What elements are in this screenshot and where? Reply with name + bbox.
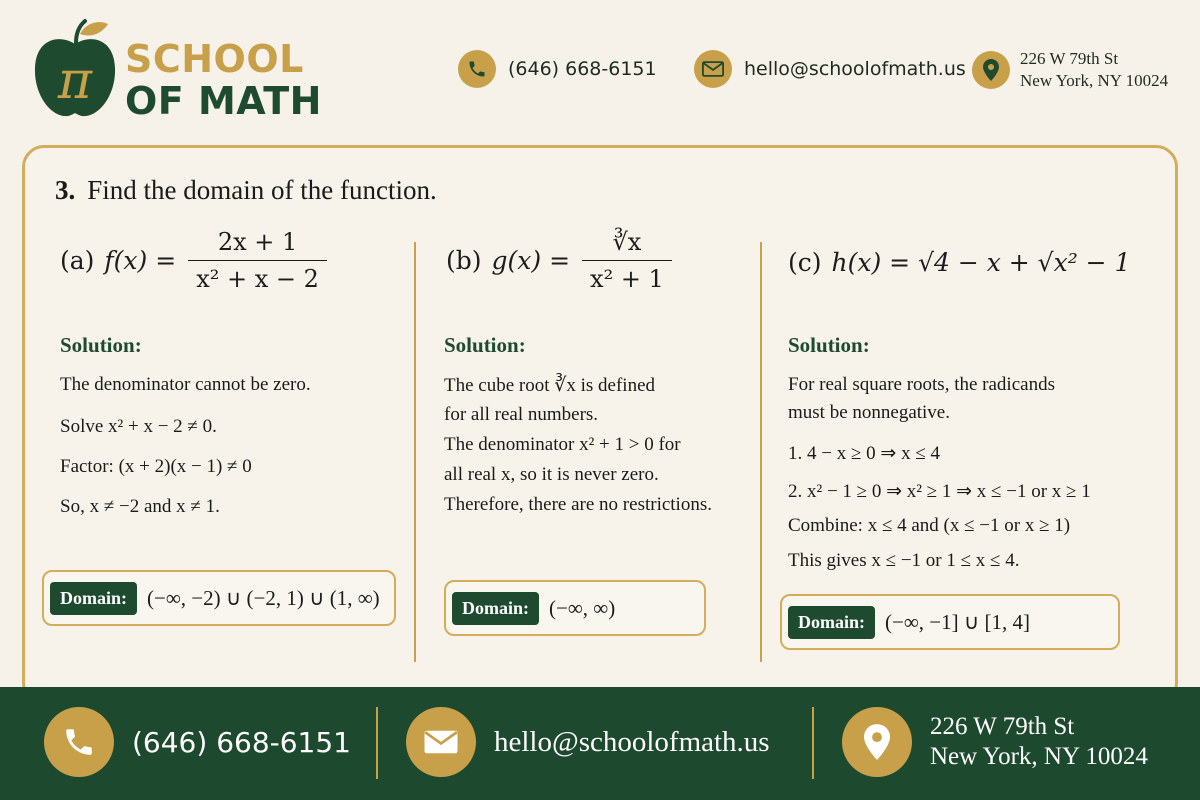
part-c-line-3: 1. 4 − x ≥ 0 ⇒ x ≤ 4 xyxy=(788,443,940,464)
domain-tag: Domain: xyxy=(788,606,875,639)
part-c-line-2: must be nonnegative. xyxy=(788,402,950,423)
part-b-line-3: The denominator x² + 1 > 0 for xyxy=(444,434,681,455)
column-divider xyxy=(760,242,762,662)
location-pin-icon xyxy=(972,51,1010,89)
part-a-domain-value: (−∞, −2) ∪ (−2, 1) ∪ (1, ∞) xyxy=(147,585,380,610)
part-a-label: (a) xyxy=(60,246,95,275)
part-b-domain-value: (−∞, ∞) xyxy=(549,595,616,620)
footer-divider xyxy=(376,707,378,779)
footer-address[interactable] xyxy=(842,707,1148,777)
address-line-1: 226 W 79th St xyxy=(930,713,1075,740)
part-a-denominator: x² + x − 2 xyxy=(188,260,327,293)
part-b-domain-box xyxy=(444,580,706,636)
problem-number: 3. xyxy=(55,175,76,205)
brand-name xyxy=(125,38,322,122)
header-address-text xyxy=(1020,48,1168,92)
header-phone-text: (646) 668-6151 xyxy=(508,58,657,80)
footer-phone[interactable] xyxy=(44,707,351,777)
svg-text:π: π xyxy=(57,51,93,111)
problem-title-text: Find the domain of the function. xyxy=(87,175,437,205)
address-line-2: New York, NY 10024 xyxy=(930,743,1148,770)
header-address[interactable] xyxy=(972,48,1168,92)
brand-line-1: SCHOOL xyxy=(125,37,304,81)
part-c-line-5: Combine: x ≤ 4 and (x ≤ −1 or x ≥ 1) xyxy=(788,515,1071,536)
part-a-line-1: The denominator cannot be zero. xyxy=(60,374,311,395)
phone-icon xyxy=(458,50,496,88)
footer-bar xyxy=(0,687,1200,800)
part-a-function xyxy=(60,228,327,293)
part-b-line-2: for all real numbers. xyxy=(444,404,599,425)
part-a-solution-heading: Solution: xyxy=(60,333,142,357)
part-c-line-1: For real square roots, the radicands xyxy=(788,374,1055,395)
address-line-2: New York, NY 10024 xyxy=(1020,71,1169,90)
domain-tag: Domain: xyxy=(452,592,539,625)
header-email[interactable] xyxy=(694,50,966,88)
part-b-fraction xyxy=(582,228,672,293)
footer-email[interactable] xyxy=(406,707,770,777)
part-a-fn-name: f(x) = xyxy=(104,246,177,275)
part-a-domain-box xyxy=(42,570,396,626)
mail-icon xyxy=(406,707,476,777)
header-email-text: hello@schoolofmath.us xyxy=(744,58,966,80)
school-logo[interactable] xyxy=(30,16,330,126)
part-c-domain-value: (−∞, −1] ∪ [1, 4] xyxy=(885,609,1031,634)
part-c-line-4: 2. x² − 1 ≥ 0 ⇒ x² ≥ 1 ⇒ x ≤ −1 or x ≥ 1 xyxy=(788,481,1091,502)
address-line-1: 226 W 79th St xyxy=(1020,49,1119,68)
location-pin-icon xyxy=(842,707,912,777)
part-a-fraction xyxy=(188,228,327,293)
part-b-label: (b) xyxy=(446,246,482,275)
part-b-function xyxy=(446,228,672,293)
part-c-fn: h(x) = √4 − x + √x² − 1 xyxy=(831,248,1131,277)
part-b-line-5: Therefore, there are no restrictions. xyxy=(444,494,712,515)
part-b-denominator: x² + 1 xyxy=(582,260,672,293)
header-phone[interactable] xyxy=(458,50,657,88)
part-c-line-6: This gives x ≤ −1 or 1 ≤ x ≤ 4. xyxy=(788,550,1020,571)
part-b-line-4: all real x, so it is never zero. xyxy=(444,464,659,485)
domain-tag: Domain: xyxy=(50,582,137,615)
part-b-fn-name: g(x) = xyxy=(491,246,571,275)
footer-phone-text: (646) 668-6151 xyxy=(132,725,351,759)
part-c-function xyxy=(788,248,1130,277)
part-c-domain-box xyxy=(780,594,1120,650)
mail-icon xyxy=(694,50,732,88)
footer-divider xyxy=(812,707,814,779)
part-a-line-4: So, x ≠ −2 and x ≠ 1. xyxy=(60,496,220,517)
brand-line-2: OF MATH xyxy=(125,79,322,123)
part-a-line-2: Solve x² + x − 2 ≠ 0. xyxy=(60,416,217,437)
part-b-solution-heading: Solution: xyxy=(444,333,526,357)
part-b-line-1: The cube root ∛x is defined xyxy=(444,375,656,396)
footer-email-text: hello@schoolofmath.us xyxy=(494,725,770,758)
column-divider xyxy=(414,242,416,662)
apple-pi-icon xyxy=(30,16,120,121)
part-c-solution-heading: Solution: xyxy=(788,333,870,357)
part-b-numerator: ∛x xyxy=(612,228,642,256)
problem-title xyxy=(55,175,437,206)
part-a-numerator: 2x + 1 xyxy=(217,228,298,256)
phone-icon xyxy=(44,707,114,777)
part-c-label: (c) xyxy=(788,248,822,277)
footer-address-text xyxy=(930,712,1148,772)
part-a-line-3: Factor: (x + 2)(x − 1) ≠ 0 xyxy=(60,456,252,477)
